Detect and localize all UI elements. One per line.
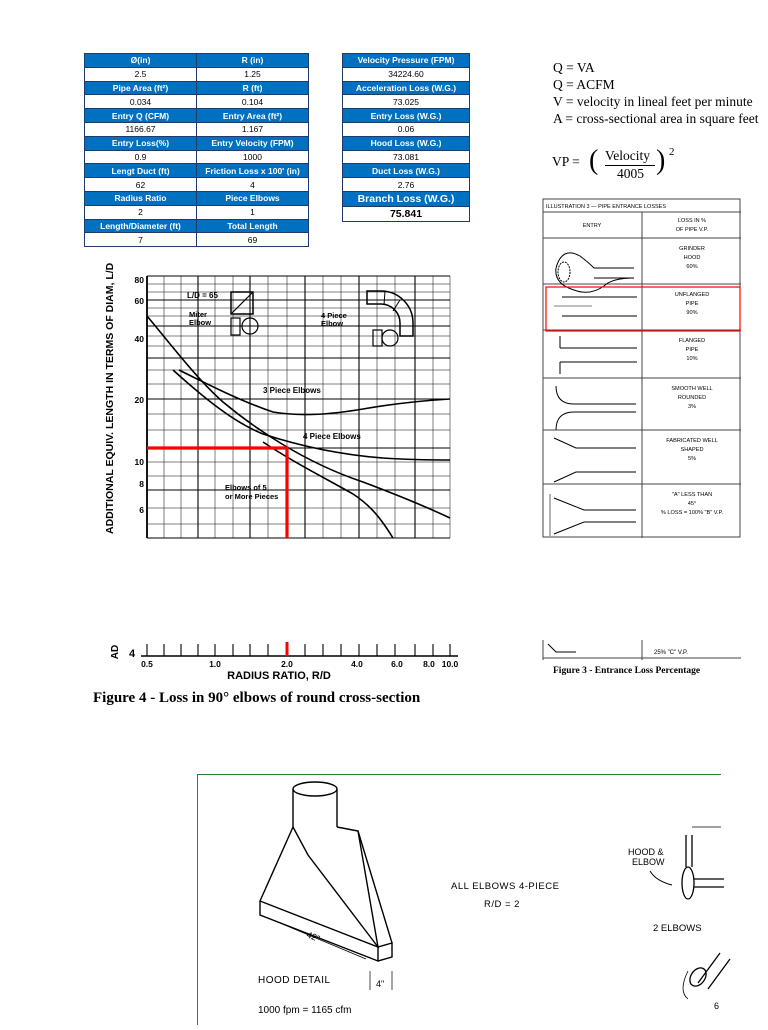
unflanged-pipe-highlight	[546, 287, 740, 331]
table-header-row	[85, 81, 309, 95]
table-header-cell: Entry Q (CFM)	[85, 109, 197, 123]
table-row	[85, 178, 309, 192]
elbow-loss-chart-top	[103, 262, 453, 538]
y-tick-label: 10	[134, 457, 144, 467]
x-axis-tick-labels	[141, 659, 458, 669]
table-cell: 1000	[197, 150, 309, 164]
bottom-loss-label: 25% "C" V.P.	[654, 650, 688, 656]
y-tick-label: 40	[134, 334, 144, 344]
x-tick-label: 6.0	[391, 659, 403, 669]
duct-cut-label: 6	[714, 1001, 720, 1011]
angled-entry-sketch	[550, 494, 636, 536]
table-cell: 0.9	[85, 150, 197, 164]
table-cell: 4	[197, 178, 309, 192]
table-cell: 1	[197, 205, 309, 219]
table-cell: 0.104	[197, 95, 309, 109]
table-row	[85, 95, 309, 109]
entrance-type-label: FABRICATED WELL SHAPED	[666, 438, 718, 453]
table-header-cell: R (ft)	[197, 81, 309, 95]
y-axis-label-tail: AD	[110, 644, 121, 660]
table-header-row	[343, 164, 470, 178]
four-piece-elbows-label: 4 Piece Elbows	[303, 432, 361, 441]
four-piece-elbow-label: 4 Piece Elbow	[321, 311, 347, 328]
entrance-loss-table-svg	[542, 198, 742, 538]
table-header-cell: Hood Loss (W.G.)	[343, 136, 470, 150]
hood-width-dimension: 42"	[305, 929, 322, 944]
y-tick-4: 4	[129, 648, 136, 660]
table-header-cell: Lengt Duct (ft)	[85, 164, 197, 178]
two-elbows-label: 2 ELBOWS	[653, 923, 702, 934]
table-row	[343, 206, 470, 221]
three-piece-elbows-label: 3 Piece Elbows	[263, 386, 321, 395]
figure-3-caption: Figure 3 - Entrance Loss Percentage	[553, 666, 701, 676]
x-tick-label: 0.5	[141, 659, 153, 669]
table-header-cell: Length/Diameter (ft)	[85, 219, 197, 233]
table-header-row	[85, 219, 309, 233]
entrance-loss-value: % LOSS = 100% "B" V.P.	[660, 510, 724, 516]
entrance-loss-value: 60%	[686, 264, 698, 270]
x-tick-label: 10.0	[441, 659, 459, 669]
entrance-type-label: "A" LESS THAN 45°	[671, 492, 713, 507]
table-row	[343, 95, 470, 109]
table-header-row	[343, 81, 470, 95]
table-row	[343, 150, 470, 164]
x-axis-label: RADIUS RATIO, R/D	[227, 670, 331, 682]
table-cell: 0.06	[343, 122, 470, 136]
x-tick-label: 2.0	[281, 659, 293, 669]
x-tick-label: 8.0	[423, 659, 435, 669]
hood-detail-figure	[197, 774, 721, 1025]
elbow-loss-chart-bottom	[103, 638, 463, 682]
fabricated-shaped-sketch	[554, 438, 636, 482]
entrance-loss-value: 5%	[687, 456, 697, 462]
table-cell: 69	[197, 233, 309, 247]
hood-elbow-arrow	[650, 871, 672, 885]
x-tick-label: 4.0	[351, 659, 363, 669]
table-header-row	[343, 54, 470, 68]
entrance-loss-value: 90%	[686, 310, 698, 316]
elbow-note-line2: R/D = 2	[484, 899, 520, 910]
table-cell: 73.081	[343, 150, 470, 164]
entrance-type-label: FLANGED PIPE	[678, 338, 706, 353]
series-miter-elbow-curve	[147, 316, 450, 518]
entrance-type-label: SMOOTH WELL ROUNDED	[671, 386, 713, 401]
loss-column-header: LOSS IN % OF PIPE V.P.	[675, 218, 709, 233]
table-cell: 1166.67	[85, 122, 197, 136]
table-header-cell: Friction Loss x 100' (in)	[197, 164, 309, 178]
table-header-row	[85, 109, 309, 123]
illustration-header: ILLUSTRATION 3 — PIPE ENTRANCE LOSSES	[546, 204, 667, 210]
table-header-row	[85, 191, 309, 205]
smooth-rounded-sketch	[556, 386, 636, 430]
table-header-cell: Entry Velocity (FPM)	[197, 136, 309, 150]
table-row	[343, 67, 470, 81]
table-header-row	[343, 109, 470, 123]
ld-label: L/D = 65	[187, 291, 218, 300]
entrance-loss-bottom-strip	[542, 640, 720, 660]
hood-elbow-fitting-icon	[682, 827, 724, 899]
table-header-cell: Velocity Pressure (FPM)	[343, 54, 470, 68]
y-tick-label: 20	[134, 395, 144, 405]
entrance-loss-value: 3%	[687, 404, 697, 410]
five-piece-elbows-label: Elbows of 5 or More Pieces	[225, 483, 279, 501]
flanged-pipe-sketch	[560, 336, 637, 374]
y-axis-ticks	[135, 275, 145, 515]
table-row	[343, 122, 470, 136]
x-tick-label: 1.0	[209, 659, 221, 669]
table-cell: 7	[85, 233, 197, 247]
table-header-cell: Acceleration Loss (W.G.)	[343, 81, 470, 95]
table-header-cell: Piece Elbows	[197, 191, 309, 205]
entrance-loss-illustration	[542, 198, 724, 538]
table-cell: 2.76	[343, 178, 470, 192]
y-tick-label: 60	[134, 296, 144, 306]
y-tick-label: 6	[139, 505, 144, 515]
table-row	[85, 67, 309, 81]
table-header-row	[85, 54, 309, 68]
grinder-hood-sketch	[556, 253, 634, 292]
table-header-cell: Entry Area (ft²)	[197, 109, 309, 123]
two-elbows-fitting-icon	[683, 953, 730, 999]
y-tick-label: 8	[139, 479, 144, 489]
table-header-row	[343, 191, 470, 206]
table-row	[343, 178, 470, 192]
equation-q-acfm: Q = ACFM	[553, 77, 615, 92]
vp-numerator: Velocity	[605, 148, 650, 163]
y-tick-label: 80	[134, 275, 144, 285]
hood-elbow-label: HOOD & ELBOW	[628, 847, 665, 867]
hood-flow-label: 1000 fpm = 1165 cfm	[258, 1005, 352, 1016]
miter-elbow-icon	[231, 292, 258, 335]
table-header-cell: Entry Loss (W.G.)	[343, 109, 470, 123]
vp-right-paren: )	[656, 145, 666, 176]
table-header-cell: Ø(in)	[85, 54, 197, 68]
table-header-cell: Branch Loss (W.G.)	[343, 191, 470, 206]
table-row	[85, 150, 309, 164]
table-row	[85, 233, 309, 247]
table-header-row	[343, 136, 470, 150]
entrance-type-label: UNFLANGED PIPE	[674, 292, 710, 307]
hood-depth-dimension: 4"	[376, 979, 385, 989]
branch-loss-total: 75.841	[343, 206, 470, 221]
vp-denominator: 4005	[617, 166, 644, 181]
table-header-cell: Duct Loss (W.G.)	[343, 164, 470, 178]
table-cell: 2	[85, 205, 197, 219]
table-header-cell: Entry Loss(%)	[85, 136, 197, 150]
velocity-pressure-equation	[552, 138, 722, 188]
loss-results-table	[342, 53, 470, 222]
flow-equations	[550, 58, 759, 130]
four-piece-elbow-icon	[367, 291, 413, 346]
table-header-cell: Pipe Area (ft²)	[85, 81, 197, 95]
figure-4-caption: Figure 4 - Loss in 90° elbows of round cross-section	[93, 690, 421, 706]
table-header-cell: Radius Ratio	[85, 191, 197, 205]
x-axis-minor-ticks	[147, 644, 450, 656]
equation-q-va: Q = VA	[553, 60, 595, 75]
elbow-note-line1: ALL ELBOWS 4-PIECE	[451, 881, 560, 892]
table-header-cell: Total Length	[197, 219, 309, 233]
entrance-type-label: GRINDER HOOD	[679, 246, 705, 261]
vp-lhs: VP =	[552, 154, 580, 169]
table-cell: 1.167	[197, 122, 309, 136]
table-cell: 1.25	[197, 67, 309, 81]
entry-column-header: ENTRY	[582, 223, 602, 229]
vp-exponent: 2	[669, 146, 675, 158]
y-axis-label: ADDITIONAL EQUIV. LENGTH IN TERMS OF DIAM, L/D	[104, 262, 116, 534]
equation-a-definition: A = cross-sectional area in square feet	[553, 111, 759, 126]
unflanged-pipe-sketch	[554, 297, 637, 316]
table-header-row	[85, 136, 309, 150]
table-row	[85, 205, 309, 219]
hood-sketch	[260, 782, 392, 961]
table-cell: 73.025	[343, 95, 470, 109]
equation-v-definition: V = velocity in lineal feet per minute	[553, 94, 753, 109]
entrance-loss-value: 10%	[686, 356, 698, 362]
table-header-row	[85, 164, 309, 178]
miter-elbow-label: Miter Elbow	[189, 310, 212, 327]
hood-detail-drawing	[198, 775, 758, 1025]
vp-left-paren: (	[589, 145, 599, 176]
pipe-parameters-table	[84, 53, 309, 247]
table-cell: 0.034	[85, 95, 197, 109]
table-row	[85, 122, 309, 136]
table-header-cell: R (in)	[197, 54, 309, 68]
table-cell: 34224.60	[343, 67, 470, 81]
hood-detail-label: HOOD DETAIL	[258, 975, 331, 986]
table-cell: 62	[85, 178, 197, 192]
table-cell: 2.5	[85, 67, 197, 81]
